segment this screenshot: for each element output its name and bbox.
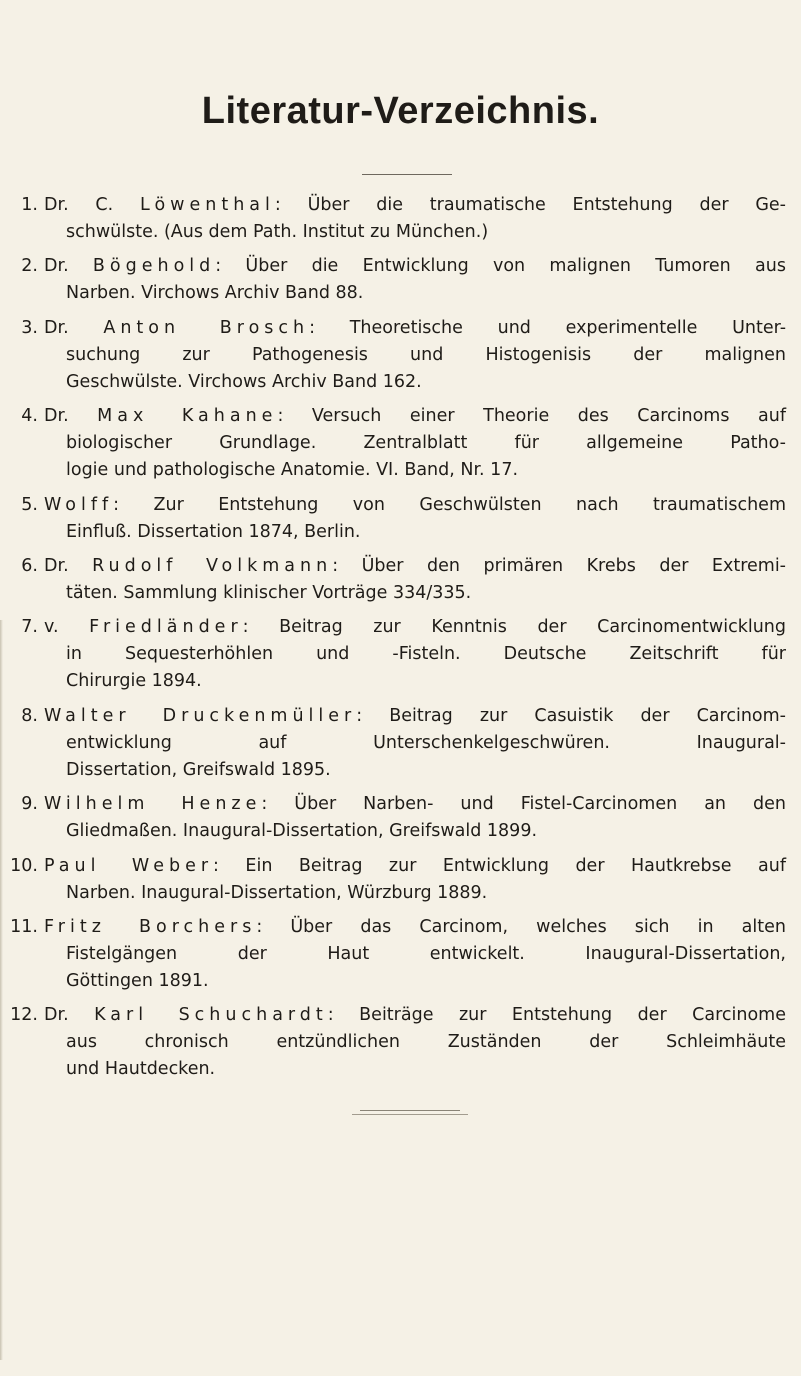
reference-number: 4.	[21, 406, 38, 427]
reference-line	[44, 614, 786, 641]
reference-item	[0, 853, 801, 907]
reference-author: Löwenthal	[140, 195, 275, 215]
reference-author: Friedländer	[89, 617, 243, 638]
reference-author: Wilhelm Henze	[44, 794, 262, 815]
reference-prefix: Dr.	[44, 256, 93, 277]
reference-line	[44, 703, 786, 730]
reference-line	[44, 1002, 786, 1029]
reference-line-text: : Beitrag zur Casuistik der Carcinom-	[356, 705, 786, 726]
reference-line	[44, 914, 786, 941]
reference-number: 11.	[10, 916, 38, 937]
reference-number: 12.	[10, 1005, 38, 1026]
reference-line: Göttingen 1891.	[66, 970, 209, 991]
end-divider	[360, 1110, 460, 1111]
reference-list	[0, 192, 801, 1091]
reference-text	[44, 853, 786, 907]
reference-line-text: : Über die Entwicklung von malignen Tumoren aus	[215, 256, 786, 277]
reference-line-text: : Beitrag zur Kenntnis der Carcinomentwicklung	[242, 617, 786, 638]
reference-prefix: Dr.	[44, 317, 104, 338]
reference-item	[0, 791, 801, 845]
reference-number: 5.	[21, 494, 38, 515]
reference-line	[44, 315, 786, 342]
reference-line: Narben. Inaugural-Dissertation, Würzburg 1889.	[66, 882, 488, 903]
reference-author: Walter Druckenmüller	[44, 705, 357, 726]
reference-line-text: : Beiträge zur Entstehung der Carcinome	[327, 1005, 786, 1026]
reference-item	[0, 914, 801, 995]
reference-number: 1.	[21, 195, 38, 215]
reference-line-text: : Ein Beitrag zur Entwicklung der Hautkrebse auf	[213, 855, 786, 876]
reference-line: in Sequesterhöhlen und -Fisteln. Deutsche Zeitschrift für	[66, 644, 786, 665]
reference-text	[44, 791, 786, 845]
reference-number: 2.	[21, 256, 38, 277]
reference-author: Rudolf Volkmann	[92, 555, 333, 576]
reference-text	[44, 1002, 786, 1083]
reference-text	[44, 614, 786, 695]
reference-prefix: v.	[44, 617, 90, 638]
reference-number: 7.	[21, 617, 38, 638]
reference-line-text: : Über das Carcinom, welches sich in alten	[256, 916, 786, 937]
reference-item	[0, 703, 801, 784]
reference-number: 10.	[10, 855, 38, 876]
reference-line: täten. Sammlung klinischer Vorträge 334/335.	[66, 582, 472, 603]
reference-item	[0, 1002, 801, 1083]
reference-author: Anton Brosch	[103, 317, 310, 338]
reference-number: 6.	[21, 555, 38, 576]
reference-line-text: : Über Narben- und Fistel-Carcinomen an den	[261, 794, 786, 815]
reference-line	[44, 492, 786, 519]
reference-item	[0, 553, 801, 607]
reference-item	[0, 315, 801, 396]
reference-author: Bögehold	[92, 256, 216, 277]
reference-line-text: : Theoretische und experimentelle Unter-	[309, 317, 787, 338]
reference-line: Fistelgängen der Haut entwickelt. Inaugural-Dissertation,	[66, 943, 786, 964]
reference-author: Karl Schuchardt	[94, 1005, 328, 1026]
reference-line-text: : Über den primären Krebs der Extremi-	[332, 555, 786, 576]
reference-prefix: Dr.	[44, 555, 93, 576]
reference-line	[44, 853, 786, 880]
reference-line	[44, 192, 786, 219]
reference-line: logie und pathologische Anatomie. VI. Band, Nr. 17.	[66, 460, 519, 481]
reference-text	[44, 192, 786, 246]
reference-text	[44, 253, 786, 307]
reference-line	[44, 403, 786, 430]
reference-line: und Hautdecken.	[66, 1059, 216, 1080]
reference-line: entwicklung auf Unterschenkelgeschwüren. Inaugural-	[66, 732, 786, 753]
reference-author: Max Kahane	[97, 406, 278, 427]
reference-line	[44, 791, 786, 818]
reference-line	[44, 253, 786, 280]
reference-item	[0, 253, 801, 307]
reference-number: 8.	[21, 705, 38, 726]
reference-line: biologischer Grundlage. Zentralblatt für allgemeine Patho-	[66, 433, 786, 454]
reference-prefix: Dr. C.	[44, 195, 141, 215]
reference-item	[0, 614, 801, 695]
reference-line: schwülste. (Aus dem Path. Institut zu München.)	[66, 222, 489, 242]
reference-line-text: : Über die traumatische Entstehung der Ge-	[274, 195, 786, 215]
reference-line-text: : Versuch einer Theorie des Carcinoms auf	[277, 406, 786, 427]
reference-number: 3.	[21, 317, 38, 338]
page-title: Literatur-Verzeichnis.	[201, 90, 600, 132]
end-divider-lower	[352, 1114, 468, 1115]
reference-line: Gliedmaßen. Inaugural-Dissertation, Greifswald 1899.	[66, 821, 538, 842]
reference-line: aus chronisch entzündlichen Zuständen der Schleimhäute	[66, 1032, 786, 1053]
reference-text	[44, 703, 786, 784]
reference-prefix: Dr.	[44, 406, 98, 427]
reference-number: 9.	[21, 794, 38, 815]
title-divider	[362, 174, 452, 175]
reference-line-text: : Zur Entstehung von Geschwülsten nach traumatischem	[113, 494, 786, 515]
reference-item	[0, 403, 801, 484]
reference-author: Wolff	[44, 494, 114, 515]
reference-line	[44, 553, 786, 580]
reference-line: Geschwülste. Virchows Archiv Band 162.	[66, 371, 422, 392]
reference-author: Paul Weber	[44, 855, 214, 876]
reference-line: Dissertation, Greifswald 1895.	[66, 759, 331, 780]
reference-text	[44, 553, 786, 607]
reference-prefix: Dr.	[44, 1005, 95, 1026]
reference-item	[0, 192, 801, 246]
reference-line: Einfluß. Dissertation 1874, Berlin.	[66, 521, 361, 542]
reference-text	[44, 492, 786, 546]
reference-author: Fritz Borchers	[44, 916, 257, 937]
reference-item	[0, 492, 801, 546]
reference-text	[44, 315, 786, 396]
reference-text	[44, 914, 786, 995]
reference-line: suchung zur Pathogenesis und Histogenisis der malignen	[66, 344, 786, 365]
reference-text	[44, 403, 786, 484]
reference-line: Narben. Virchows Archiv Band 88.	[66, 283, 364, 304]
reference-line: Chirurgie 1894.	[66, 671, 202, 692]
